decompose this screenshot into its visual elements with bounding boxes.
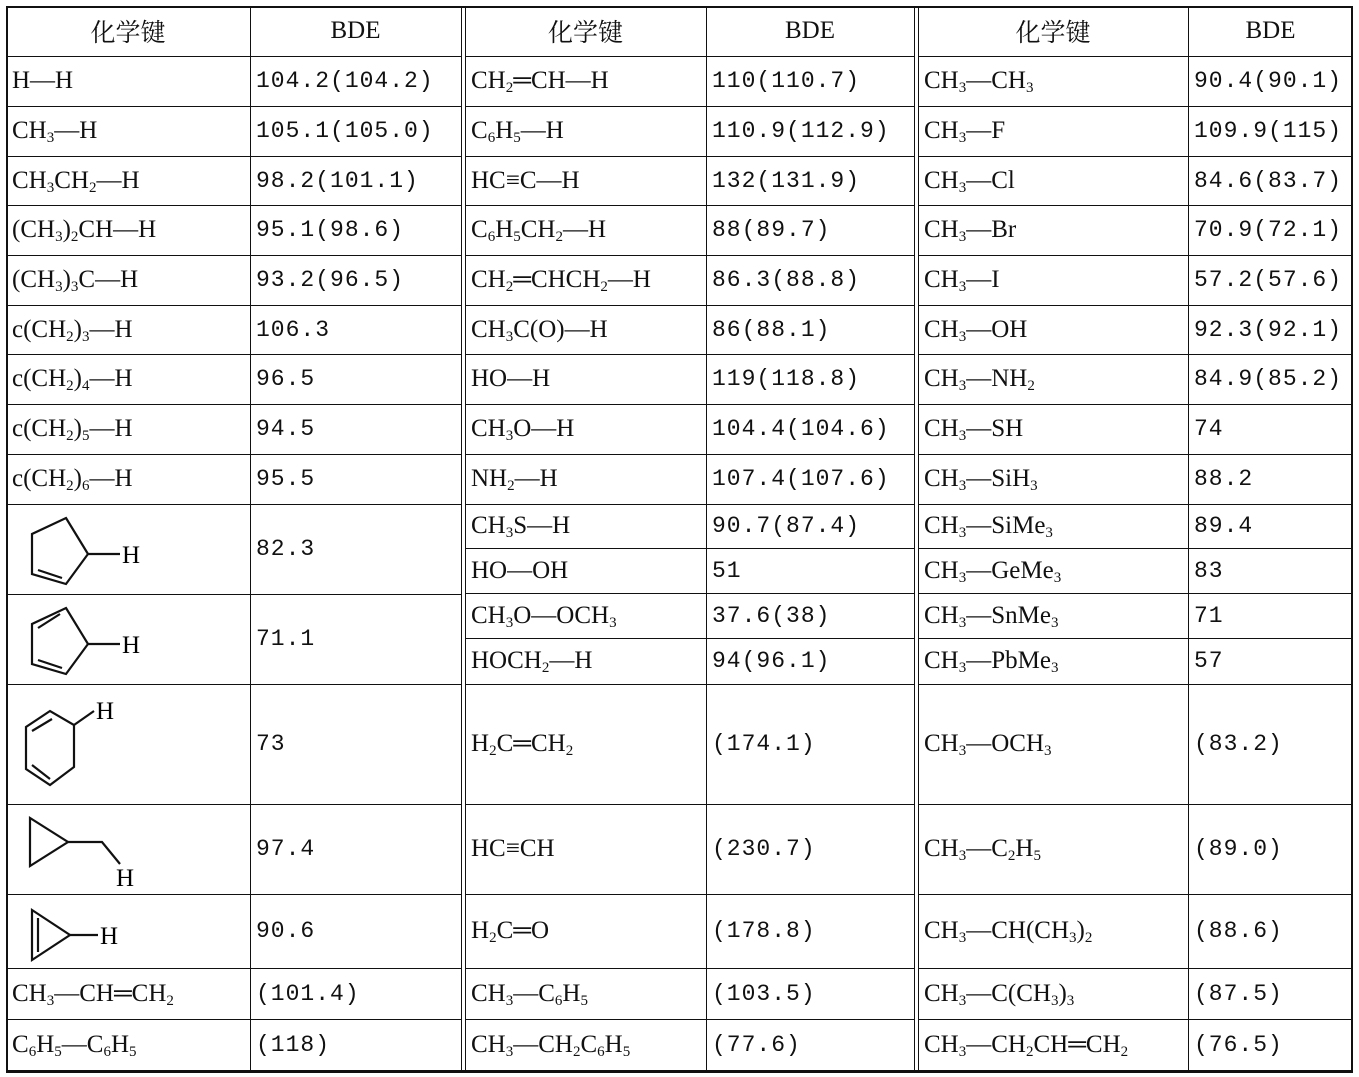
bond-cell [465, 548, 706, 593]
bond-formula: $CH_3—CH_2CH═CH_2$ [924, 1030, 1129, 1060]
bond-cell [465, 504, 706, 548]
bde-value: 86.3(88.8) [712, 267, 861, 293]
bond-formula: $CH_3—F$ [924, 117, 1006, 146]
bond-formula: $(CH_3)_3C—H$ [12, 266, 139, 295]
bond-cell [918, 354, 1188, 404]
bond-formula: HO—H [471, 365, 551, 392]
bde-value: 94(96.1) [712, 648, 831, 674]
header-bond: 化学键 [1015, 20, 1091, 47]
bond-formula: $CH_3—C_2H_5$ [924, 835, 1041, 864]
bond-cell [918, 504, 1188, 548]
bond-cell [918, 1019, 1188, 1070]
bde-value: 82.3 [256, 536, 316, 562]
panel-divider [461, 6, 462, 1072]
bde-value: 104.2(104.2) [256, 68, 434, 94]
bond-formula: $H_2C═CH_2$ [471, 730, 574, 759]
bond-cell [465, 968, 706, 1019]
bond-cell [465, 305, 706, 354]
bond-cell [918, 593, 1188, 638]
bond-cell [918, 404, 1188, 454]
bde-value: (178.8) [712, 918, 816, 944]
header-bde: BDE [1245, 17, 1296, 44]
bond-formula: $CH_3—NH_2$ [924, 365, 1035, 394]
bond-cell [6, 404, 250, 454]
bond-cell [6, 106, 250, 156]
bond-formula: $NH_2—H$ [471, 465, 558, 494]
svg-text:H: H [100, 923, 119, 950]
bde-value: 132(131.9) [712, 167, 861, 194]
bde-value: 94.5 [256, 416, 316, 442]
bde-value: 90.7(87.4) [712, 513, 861, 539]
bond-formula: $HOCH_2—H$ [471, 647, 593, 676]
bond-cell [465, 156, 706, 205]
bond-formula: $CH_3—CH_3$ [924, 67, 1034, 96]
cyclopropenyl-H-structure [18, 898, 148, 972]
bond-cell [465, 205, 706, 255]
bond-formula: $(CH_3)_2CH—H$ [12, 216, 157, 245]
bde-value: 98.2(101.1) [256, 167, 419, 194]
bond-cell [918, 638, 1188, 684]
bond-formula: $CH_3—SiMe_3$ [924, 512, 1053, 541]
bond-cell [465, 1019, 706, 1070]
bond-formula: $c(CH_2)_5—H$ [12, 415, 133, 444]
bond-formula: $CH_2═CHCH_2—H$ [471, 266, 651, 295]
bde-value: 105.1(105.0) [256, 118, 434, 144]
bond-cell [6, 354, 250, 404]
bond-cell [918, 548, 1188, 593]
bde-value: (77.6) [712, 1031, 801, 1058]
bond-cell [465, 638, 706, 684]
bond-cell [918, 968, 1188, 1019]
header-bde: BDE [785, 17, 835, 44]
bde-value: 106.3 [256, 316, 331, 343]
bde-value: 95.1(98.6) [256, 217, 405, 243]
bond-formula: $CH_3—PbMe_3$ [924, 647, 1059, 676]
bde-value: (87.5) [1194, 980, 1283, 1007]
bond-cell [918, 255, 1188, 305]
bond-cell [465, 454, 706, 504]
bond-cell [918, 684, 1188, 804]
bond-formula: $CH_3—CH═CH_2$ [12, 979, 174, 1009]
bde-value: 84.6(83.7) [1194, 167, 1343, 194]
bond-formula: $CH_3—Cl$ [924, 166, 1015, 196]
panel-divider [914, 6, 915, 1072]
table-bottom-border-inner [6, 1072, 1353, 1073]
bond-formula: $CH_3—OH$ [924, 315, 1028, 345]
bond-formula: $C_6H_5—H$ [471, 117, 564, 146]
bde-value: (118) [256, 1031, 331, 1058]
bond-formula: H—H [12, 67, 74, 94]
bond-formula: $CH_3—GeMe_3$ [924, 556, 1062, 586]
bde-value: (89.0) [1194, 836, 1283, 862]
bond-cell [465, 404, 706, 454]
bond-cell [465, 593, 706, 638]
svg-text:H: H [122, 542, 141, 569]
bond-cell [918, 305, 1188, 354]
bde-value: 70.9(72.1) [1194, 217, 1343, 243]
bde-value: (76.5) [1194, 1031, 1283, 1058]
bond-formula: $c(CH_2)_6—H$ [12, 465, 133, 494]
bde-value: 57 [1194, 648, 1224, 674]
bond-formula: $H_2C═O$ [471, 917, 550, 946]
bde-value: 110.9(112.9) [712, 118, 890, 144]
bond-cell [918, 106, 1188, 156]
bond-cell [465, 894, 706, 968]
bde-value: 71.1 [256, 626, 316, 652]
bond-cell [465, 255, 706, 305]
bde-value: 37.6(38) [712, 602, 831, 629]
bde-value: 74 [1194, 416, 1224, 442]
bond-cell [6, 968, 250, 1019]
bde-value: (174.1) [712, 731, 816, 757]
bond-formula: $CH_3—CH_2C_6H_5$ [471, 1030, 631, 1060]
bond-formula: $CH_3—Br$ [924, 216, 1017, 245]
bond-formula: $c(CH_2)_3—H$ [12, 315, 133, 345]
cyclohexadienyl-H-structure [18, 699, 148, 789]
bde-value: 84.9(85.2) [1194, 366, 1343, 392]
bond-cell [918, 894, 1188, 968]
bde-value: (88.6) [1194, 918, 1283, 944]
bond-formula: $CH_3S—H$ [471, 512, 571, 541]
bond-formula: $CH_3O—OCH_3$ [471, 601, 617, 631]
bond-formula: $CH_3—I$ [924, 266, 1000, 295]
bond-formula: $C_6H_5CH_2—H$ [471, 216, 607, 245]
bde-value: (101.4) [256, 980, 360, 1007]
bond-cell [465, 684, 706, 804]
bde-value: 83 [1194, 557, 1224, 584]
bde-value: 95.5 [256, 466, 316, 492]
bde-value: 88(89.7) [712, 217, 831, 243]
bde-value: 109.9(115) [1194, 118, 1343, 144]
bond-cell [465, 804, 706, 894]
bde-value: 104.4(104.6) [712, 416, 890, 442]
bond-formula: $C_6H_5—C_6H_5$ [12, 1030, 137, 1060]
bde-value: 89.4 [1194, 513, 1254, 539]
cyclopentadienyl-H-structure [18, 598, 148, 688]
bond-formula: HC≡C—H [471, 166, 580, 194]
bond-formula: $CH_3—CH(CH_3)_2$ [924, 917, 1093, 946]
bde-value: 51 [712, 557, 742, 584]
bde-value: (230.7) [712, 836, 816, 862]
bond-formula: $CH_3—C(CH_3)_3$ [924, 979, 1075, 1009]
header-bond: 化学键 [90, 20, 166, 47]
bde-value: 90.4(90.1) [1194, 68, 1343, 94]
bond-formula: $CH_3O—H$ [471, 415, 575, 444]
svg-text:H: H [116, 865, 135, 892]
bond-cell [465, 106, 706, 156]
header-bond: 化学键 [547, 20, 623, 47]
bond-cell [6, 305, 250, 354]
bond-cell [6, 255, 250, 305]
bond-cell [918, 156, 1188, 205]
bde-value: 110(110.7) [712, 68, 861, 94]
bond-formula: $CH_3C(O)—H$ [471, 315, 608, 345]
bond-cell [918, 804, 1188, 894]
bond-cell [6, 454, 250, 504]
bond-formula: $CH_3—SnMe_3$ [924, 601, 1059, 631]
bond-formula: $c(CH_2)_4—H$ [12, 365, 133, 394]
bde-value: 73 [256, 731, 286, 757]
bond-formula: $CH_3CH_2—H$ [12, 166, 140, 196]
bde-value: 97.4 [256, 836, 316, 862]
bond-formula: $CH_3—H$ [12, 117, 98, 146]
header-bde: BDE [330, 17, 381, 44]
bde-value: (103.5) [712, 980, 816, 1007]
bde-value: 88.2 [1194, 466, 1254, 492]
bond-formula: $CH_2═CH—H$ [471, 67, 609, 96]
bde-value: 107.4(107.6) [712, 466, 890, 492]
bond-formula: HO—OH [471, 556, 569, 584]
bond-cell [918, 454, 1188, 504]
cyclopentenyl-H-structure [18, 508, 148, 598]
bond-cell [6, 1019, 250, 1070]
bde-value: 57.2(57.6) [1194, 267, 1343, 293]
bond-formula: $CH_3—C_6H_5$ [471, 979, 588, 1009]
bde-value: 90.6 [256, 918, 316, 944]
bde-table [6, 6, 1353, 1072]
bond-formula: HC≡CH [471, 835, 555, 862]
bde-value: (83.2) [1194, 731, 1283, 757]
bde-value: 92.3(92.1) [1194, 316, 1343, 343]
bond-formula: $CH_3—OCH_3$ [924, 730, 1052, 759]
bond-cell [918, 205, 1188, 255]
bde-value: 96.5 [256, 366, 316, 392]
bond-cell [465, 56, 706, 106]
bond-cell [6, 56, 250, 106]
bond-cell [6, 156, 250, 205]
bond-formula: $CH_3—SiH_3$ [924, 465, 1038, 494]
cyclopropylmethyl-H-structure [18, 808, 148, 898]
bde-value: 86(88.1) [712, 316, 831, 343]
bond-cell [6, 205, 250, 255]
bde-value: 71 [1194, 602, 1224, 629]
svg-text:H: H [122, 632, 141, 659]
bond-cell [465, 354, 706, 404]
bond-formula: $CH_3—SH$ [924, 415, 1024, 444]
bde-value: 119(118.8) [712, 366, 861, 392]
bde-value: 93.2(96.5) [256, 267, 405, 293]
svg-text:H: H [96, 699, 115, 725]
bond-cell [918, 56, 1188, 106]
